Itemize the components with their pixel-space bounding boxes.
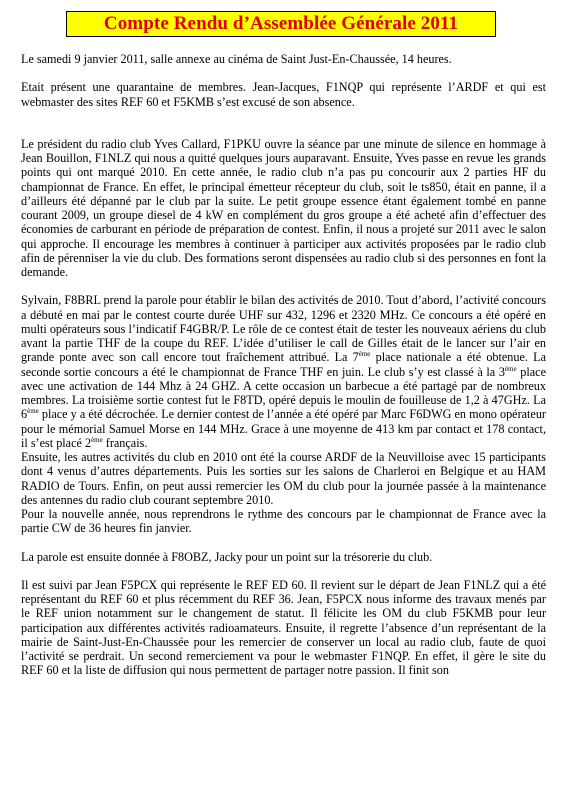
paragraph-ref: Il est suivi par Jean F5PCX qui représente le REF ED 60. Il revient sur le départ de Jean F1NLZ qui a été représentant du REF 60 et plus récemment du REF 36. Jean, F5PCX nous informe des travaux menés par le REF union notamment sur le changement de statut. Il félicite les OM du club F5KMB pour leur participation aux différentes activités radioamateurs. Ensuite, il regrette l’absence d’un représentant de la mairie de Saint-Just-En-Chaussée pour les remercier de conserver un local au radio club, faute de quoi l’activité se perdrait. Un second remerciement va pour le webmaster F1NQP. En effet, il gère le site du REF 60 et la liste de diffusion qui nous permettent de partager notre passion. Il finit son xyxy=(21,577,546,678)
text-run: place avec une activation de 144 Mhz à 24 GHZ. A cette occasion un barbecue a été partagé par de nombreux membres. La troisième sortie contest fut le F8TD, opéré depuis le moulin de fouilleuse de 1,2 à 47GHz. La 6 xyxy=(21,364,546,422)
paragraph-other-activities: Ensuite, les autres activités du club en 2010 ont été la course ARDF de la Neuvilloise avec 15 participants dont 4 venus d’autres départements. Puis les sorties sur les salons de Charleroi en Belgique et au HAM RADIO de Tours. Enfin, on peut aussi remercier les OM du club pour la journée passée à la maintenance des antennes du radio club courant septembre 2010. xyxy=(21,450,546,507)
paragraph-activities xyxy=(21,293,546,450)
title-banner xyxy=(66,11,496,37)
paragraph-new-year: Pour la nouvelle année, nous reprendrons le rythme des concours par le championnat de France avec la partie CW de 36 heures fin janvier. xyxy=(21,507,546,536)
paragraph-president: Le président du radio club Yves Callard, F1PKU ouvre la séance par une minute de silence en hommage à Jean Bouillon, F1NLZ qui nous a quitté quelques jours auparavant. Ensuite, Yves passe en revue les grands points qui ont marqué 2010. En cette année, le radio club n’a pas pu concourir aux 2 parties HF du championnat de France. En effet, le principal émetteur récepteur du club, soit le ts850, était en panne, il a d’ailleurs été dépanné par le club par la suite. Le petit groupe essence étant également tombé en panne courant 2009, un groupe diesel de 4 kW en complément du gros groupe a été acheté afin d’effectuer des économies de carburant en période de préparation de contest. Enfin, il nous a projeté sur 2011 avec le salon qui approche. Il encourage les membres à continuer à participer aux activités proposées par le radio club afin de pérenniser la vie du club. Des formations seront dispensées au radio club si des personnes en font la demande. xyxy=(21,136,546,279)
text-run: place nationale a été obtenue. La seconde sortie concours a été le championnat de France THF en juin. Le club s’y est classé à la 3 xyxy=(21,350,546,379)
text-run: Sylvain, F8BRL prend la parole pour établir le bilan des activités de 2010. Tout d’abord, l’activité concours a débuté en mai par le contest courte durée UHF sur 432, 1296 et 2320 MHz. Ce concours a été opéré en multi opérateurs sous l’indicatif F4GBR/P. Le rôle de ce contest était de tester les nouveaux aériens du club avant la partie THF de la coupe du REF. L’idée d’utiliser le call de Gilles était de le lancer sur l’air en grande ponte avec son call encore tout fraîchement attribué. La 7 xyxy=(21,293,546,365)
superscript: ème xyxy=(27,407,39,416)
paragraph-attendance: Etait présent une quarantaine de membres. Jean-Jacques, F1NQP qui représente l’ARDF et qui est webmaster des sites REF 60 et F5KMB s’est excusé de son absence. xyxy=(21,80,546,109)
superscript: ème xyxy=(91,435,103,444)
page-title: Compte Rendu d’Assemblée Générale 2011 xyxy=(103,13,459,34)
text-run: place y a été décrochée. Le dernier contest de l’année a été opéré par Marc F6DWG en mono opérateur pour le mémorial Samuel Morse en 144 MHz. Grace à une moyenne de 413 km par contact et 178 contact, il s’est placé 2 xyxy=(21,407,546,450)
paragraph-date: Le samedi 9 janvier 2011, salle annexe au cinéma de Saint Just-En-Chaussée, 14 heures. xyxy=(21,52,452,66)
document-body xyxy=(21,52,546,678)
superscript: ème xyxy=(504,364,517,373)
text-run: français. xyxy=(102,435,148,450)
superscript: ème xyxy=(358,350,371,359)
paragraph-treasury: La parole est ensuite donnée à F8OBZ, Jacky pour un point sur la trésorerie du club. xyxy=(21,549,433,564)
